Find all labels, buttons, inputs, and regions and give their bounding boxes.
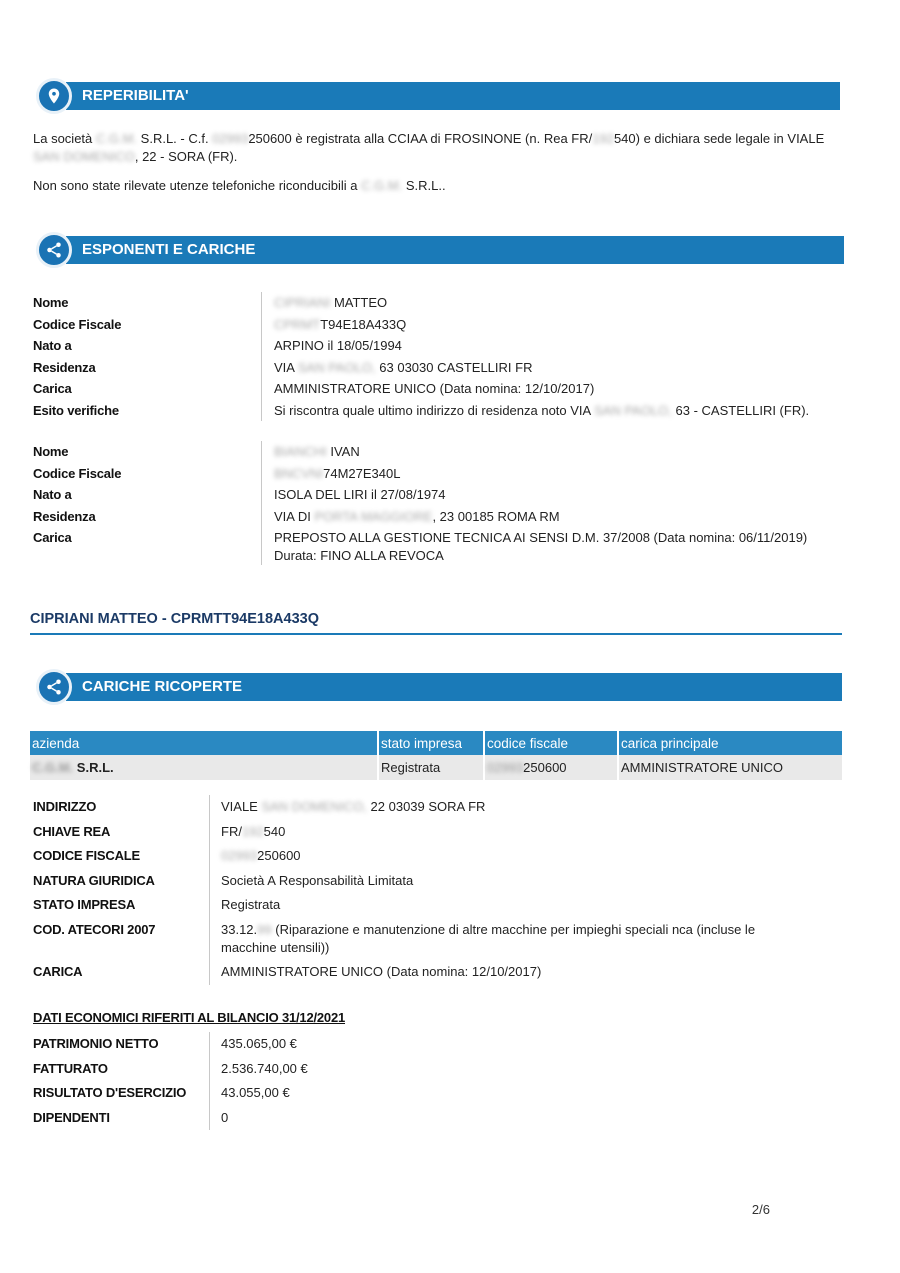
field-value [261,441,360,463]
field-label: DIPENDENTI [33,1109,110,1125]
redacted-cf: CPRMT [274,316,321,332]
text: , 22 - SORA (FR). [134,149,238,164]
field-value: Registrata [209,893,809,918]
field-row [33,820,809,845]
field-value: 0 [209,1106,228,1131]
table-header-row [30,731,842,755]
field-row [33,893,809,918]
field-label: Esito verifiche [33,402,119,418]
field-value [261,527,807,565]
text: T94E18A433Q [320,316,407,332]
field-row [33,1081,308,1106]
text: (Riparazione e manutenzione di altre macchine per impieghi speciali nca (incluse le macchine utensili)) [221,921,756,955]
field-label: COD. ATECORI 2007 [33,921,156,937]
text: 63 03030 CASTELLIRI FR [375,359,533,375]
field-value: ISOLA DEL LIRI il 27/08/1974 [261,484,446,506]
redacted-company: C.G.M. [32,760,74,775]
field-label: Nome [33,295,69,310]
field-value [261,357,532,379]
cariche-title: CARICHE RICOPERTE [66,673,842,701]
reperibilita-header [36,78,842,114]
field-value [209,844,809,869]
share-network-icon [36,669,72,705]
text: PREPOSTO ALLA GESTIONE TECNICA AI SENSI D.M. 37/2008 (Data nomina: 06/11/2019) [274,530,808,545]
field-label: NATURA GIURIDICA [33,872,155,888]
reperibilita-paragraph-1 [33,130,853,166]
text: 33.12. [221,921,258,937]
field-label: Codice Fiscale [33,316,122,332]
field-label: Carica [33,381,72,396]
field-value [261,314,406,336]
text: VIALE [221,799,262,814]
field-row [33,357,809,379]
column-header-carica: carica principale [618,731,842,755]
field-value [261,463,400,485]
share-network-icon [36,232,72,268]
field-label: Nato a [33,338,72,353]
redacted-company: C.G.M. [95,131,138,146]
redacted-address: SAN DOMENICO [33,149,135,164]
field-value: 43.055,00 € [209,1081,290,1106]
field-label: STATO IMPRESA [33,897,136,912]
esponente-1 [33,292,809,421]
field-label: FATTURATO [33,1060,108,1076]
field-value: Società A Responsabilità Limitata [209,869,809,894]
cariche-header [36,669,844,705]
text: IVAN [326,444,360,459]
text: VIA DI [274,508,315,524]
text: 63 - CASTELLIRI (FR). [671,402,810,418]
field-row [33,918,809,961]
economic-data [33,1032,308,1130]
esponente-2 [33,441,807,565]
field-label: Codice Fiscale [33,465,122,481]
field-label: Residenza [33,508,96,524]
field-row [33,292,809,314]
text: Si riscontra quale ultimo indirizzo di residenza noto VIA [274,402,595,418]
redacted-company: C.G.M. [361,178,403,193]
field-label: PATRIMONIO NETTO [33,1036,159,1051]
field-label: RISULTATO D'ESERCIZIO [33,1085,187,1100]
field-row [33,869,809,894]
field-label: CHIAVE REA [33,823,111,839]
page-number: 2/6 [751,1202,770,1217]
text: S.R.L. [73,760,114,775]
company-details [33,795,809,985]
text: MATTEO [330,295,388,310]
table-row [30,755,842,780]
text: S.R.L. - C.f. [137,131,213,146]
field-row [33,1057,308,1082]
field-value [209,918,809,961]
text: 540 [263,823,286,839]
field-value [209,820,809,845]
cell-azienda [30,755,378,780]
cell-cf [484,755,618,780]
esponenti-header [36,232,846,268]
field-row [33,1032,308,1057]
redacted-ateco: 99 [257,921,272,937]
field-value: 2.536.740,00 € [209,1057,308,1082]
column-header-stato: stato impresa [378,731,484,755]
redacted-address: PORTA MAGGIORE [314,508,433,524]
text: 22 03039 SORA FR [366,799,486,814]
text: 540) e dichiara sede legale in VIALE [613,131,825,146]
field-value: ARPINO il 18/05/1994 [261,335,402,357]
field-label: CARICA [33,964,83,979]
text: 250600 [257,848,301,863]
field-value: AMMINISTRATORE UNICO (Data nomina: 12/10/2017) [209,960,809,985]
text: 250600 è registrata alla CCIAA di FROSINONE (n. Rea FR/ [248,131,593,146]
redacted-cf: BNCVNI [274,465,324,481]
field-value: AMMINISTRATORE UNICO (Data nomina: 12/10/2017) [261,378,594,400]
text: S.R.L.. [402,178,446,193]
redacted-surname: CIPRIANI [274,295,331,310]
reperibilita-title: REPERIBILITA' [66,82,840,110]
redacted-address: SAN PAOLO, [297,359,376,375]
economic-data-title: DATI ECONOMICI RIFERITI AL BILANCIO 31/12/2021 [33,1010,346,1025]
field-row [33,527,807,565]
field-row [33,463,807,485]
text: 250600 [523,760,567,775]
redacted-address: SAN DOMENICO, [261,799,367,814]
field-row [33,960,809,985]
person-title: CIPRIANI MATTEO - CPRMTT94E18A433Q [30,611,842,635]
map-pin-icon [36,78,72,114]
field-row [33,335,809,357]
field-value [261,292,387,314]
column-header-azienda: azienda [30,731,378,755]
field-value [261,400,809,422]
esponenti-title: ESPONENTI E CARICHE [66,236,844,264]
column-header-cf: codice fiscale [484,731,618,755]
cell-carica: AMMINISTRATORE UNICO [618,755,842,780]
field-label: CODICE FISCALE [33,848,140,863]
field-row [33,795,809,820]
redacted-address: SAN PAOLO, [594,402,672,418]
field-value: 435.065,00 € [209,1032,297,1057]
field-value [261,506,560,528]
field-row [33,400,809,422]
redacted-rea: 192 [241,823,264,839]
text: , 23 00185 ROMA RM [432,508,560,524]
redacted-cf: 02993 [212,131,249,146]
field-label: Residenza [33,359,96,375]
field-value [209,795,809,820]
field-row [33,378,809,400]
field-label: Carica [33,530,72,545]
field-label: Nome [33,444,69,459]
field-row [33,1106,308,1131]
reperibilita-paragraph-2 [33,177,853,195]
text: VIA [274,359,298,375]
field-row [33,441,807,463]
redacted-cf: 02993 [487,760,524,775]
text: 74M27E340L [323,465,401,481]
field-label: INDIRIZZO [33,799,97,814]
field-label: Nato a [33,487,72,502]
field-row [33,844,809,869]
field-row [33,506,807,528]
text: Non sono state rilevate utenze telefoniche riconducibili a [33,178,362,193]
cell-stato: Registrata [378,755,484,780]
redacted-surname: BIANCHI [274,444,327,459]
field-row [33,484,807,506]
redacted-rea: 192 [592,131,614,146]
cariche-table [30,731,842,780]
text: Durata: FINO ALLA REVOCA [274,548,444,563]
text: FR/ [221,823,242,839]
field-row [33,314,809,336]
redacted-cf: 02993 [221,848,258,863]
text: La società [33,131,96,146]
